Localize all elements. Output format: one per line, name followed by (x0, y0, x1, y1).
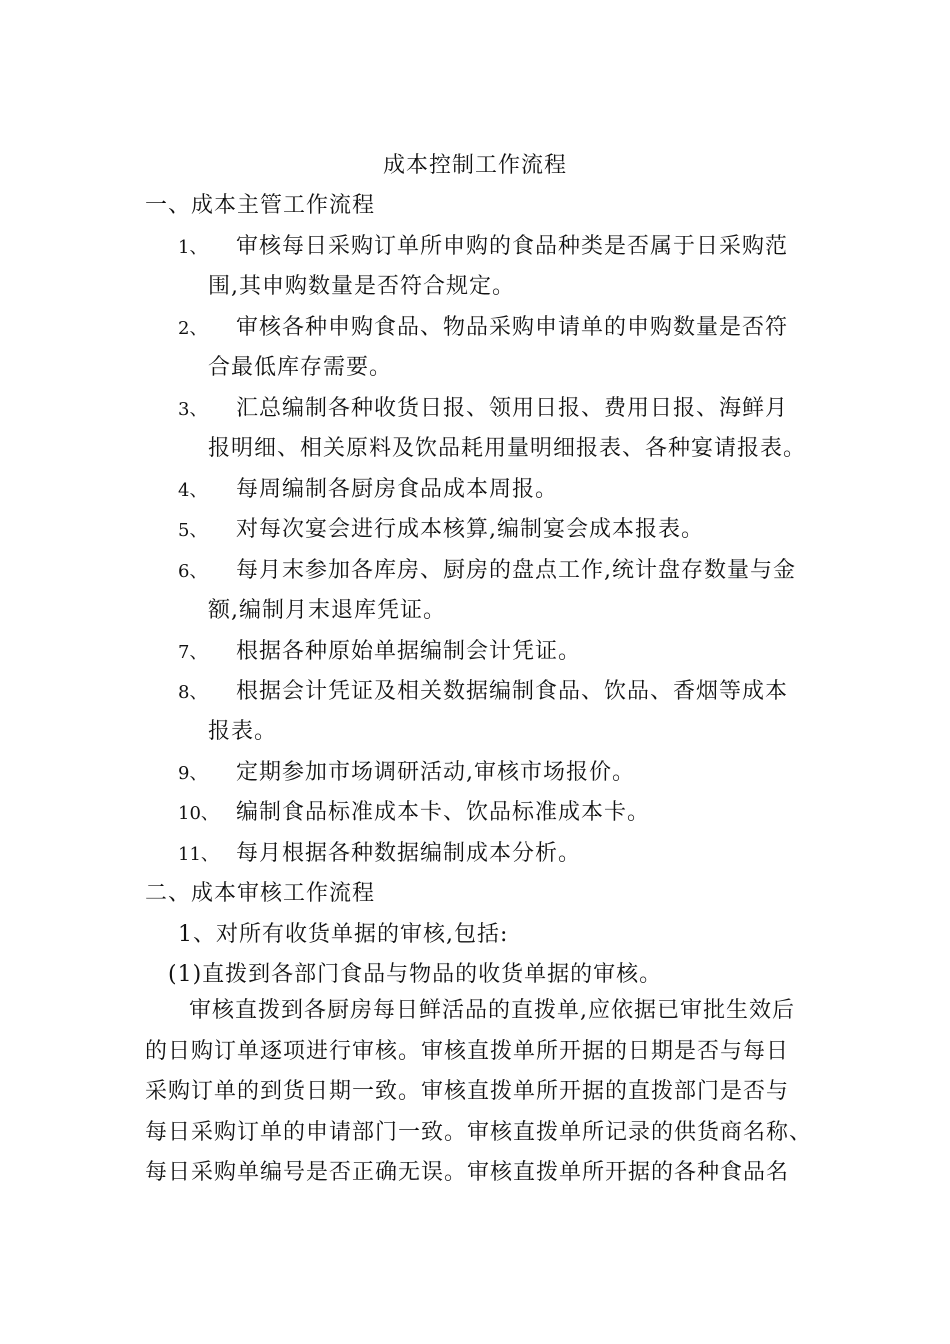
list-item-11 (178, 836, 818, 867)
list-item-5 (178, 512, 818, 543)
list-item-number: 1、 (178, 237, 208, 258)
list-item-number: 10、 (178, 803, 219, 824)
subsection-item: (1)直拨到各部门食品与物品的收货单据的审核。 (168, 962, 663, 987)
list-item-number: 3、 (178, 399, 208, 420)
paragraph-line: 审核直拨到各厨房每日鲜活品的直拨单,应依据已审批生效后 (189, 998, 795, 1023)
list-item-text: 每月末参加各库房、厨房的盘点工作,统计盘存数量与金 (236, 558, 796, 583)
list-item-continuation: 合最低库存需要。 (208, 355, 393, 380)
list-item-continuation: 报表。 (208, 719, 278, 744)
list-item-number: 9、 (178, 763, 208, 784)
paragraph-line: 每日采购单编号是否正确无误。审核直拨单所开据的各种食品名 (145, 1160, 790, 1185)
list-item-6 (178, 553, 818, 584)
list-item-text: 汇总编制各种收货日报、领用日报、费用日报、海鲜月 (236, 396, 789, 421)
paragraph-line: 采购订单的到货日期一致。审核直拨单所开据的直拨部门是否与 (145, 1079, 790, 1104)
list-item-9 (178, 755, 818, 786)
section-heading-1: 一、成本主管工作流程 (145, 193, 376, 218)
list-item-text: 根据各种原始单据编制会计凭证。 (236, 639, 582, 664)
paragraph-line: 的日购订单逐项进行审核。审核直拨单所开据的日期是否与每日 (145, 1038, 790, 1064)
list-item-text: 审核每日采购订单所申购的食品种类是否属于日采购范 (236, 234, 789, 259)
list-item-number: 7、 (178, 642, 208, 663)
list-item-2 (178, 310, 818, 341)
list-item-text: 对每次宴会进行成本核算,编制宴会成本报表。 (236, 517, 704, 542)
list-item-text: 每月根据各种数据编制成本分析。 (236, 841, 582, 866)
list-item-text: 编制食品标准成本卡、饮品标准成本卡。 (236, 800, 651, 825)
list-item-text: 每周编制各厨房食品成本周报。 (236, 477, 559, 502)
list-item-3 (178, 391, 818, 422)
list-item-number: 2、 (178, 318, 208, 339)
list-item-number: 11、 (178, 844, 219, 865)
document-title: 成本控制工作流程 (382, 153, 567, 178)
list-item-text: 定期参加市场调研活动,审核市场报价。 (236, 760, 635, 785)
list-item-text: 审核各种申购食品、物品采购申请单的申购数量是否符 (236, 315, 789, 340)
list-item-number: 5、 (178, 520, 208, 541)
list-item-4 (178, 472, 818, 503)
list-item-10 (178, 795, 818, 826)
list-item-number: 4、 (178, 480, 208, 501)
list-item-number: 8、 (178, 682, 208, 703)
list-item-continuation: 额,编制月末退库凭证。 (208, 598, 446, 623)
section-heading-2: 二、成本审核工作流程 (145, 881, 376, 906)
subsection-heading: 1、对所有收货单据的审核,包括: (178, 922, 509, 947)
list-item-continuation: 围,其申购数量是否符合规定。 (208, 274, 515, 299)
paragraph-line: 每日采购订单的申请部门一致。审核直拨单所记录的供货商名称、 (145, 1119, 813, 1145)
list-item-1 (178, 229, 818, 260)
list-item-8 (178, 674, 818, 705)
list-item-text: 根据会计凭证及相关数据编制食品、饮品、香烟等成本 (236, 679, 789, 704)
list-item-number: 6、 (178, 561, 208, 582)
list-item-continuation: 报明细、相关原料及饮品耗用量明细报表、各种宴请报表。 (208, 436, 807, 461)
list-item-7 (178, 634, 818, 665)
body-paragraph (145, 991, 815, 1194)
